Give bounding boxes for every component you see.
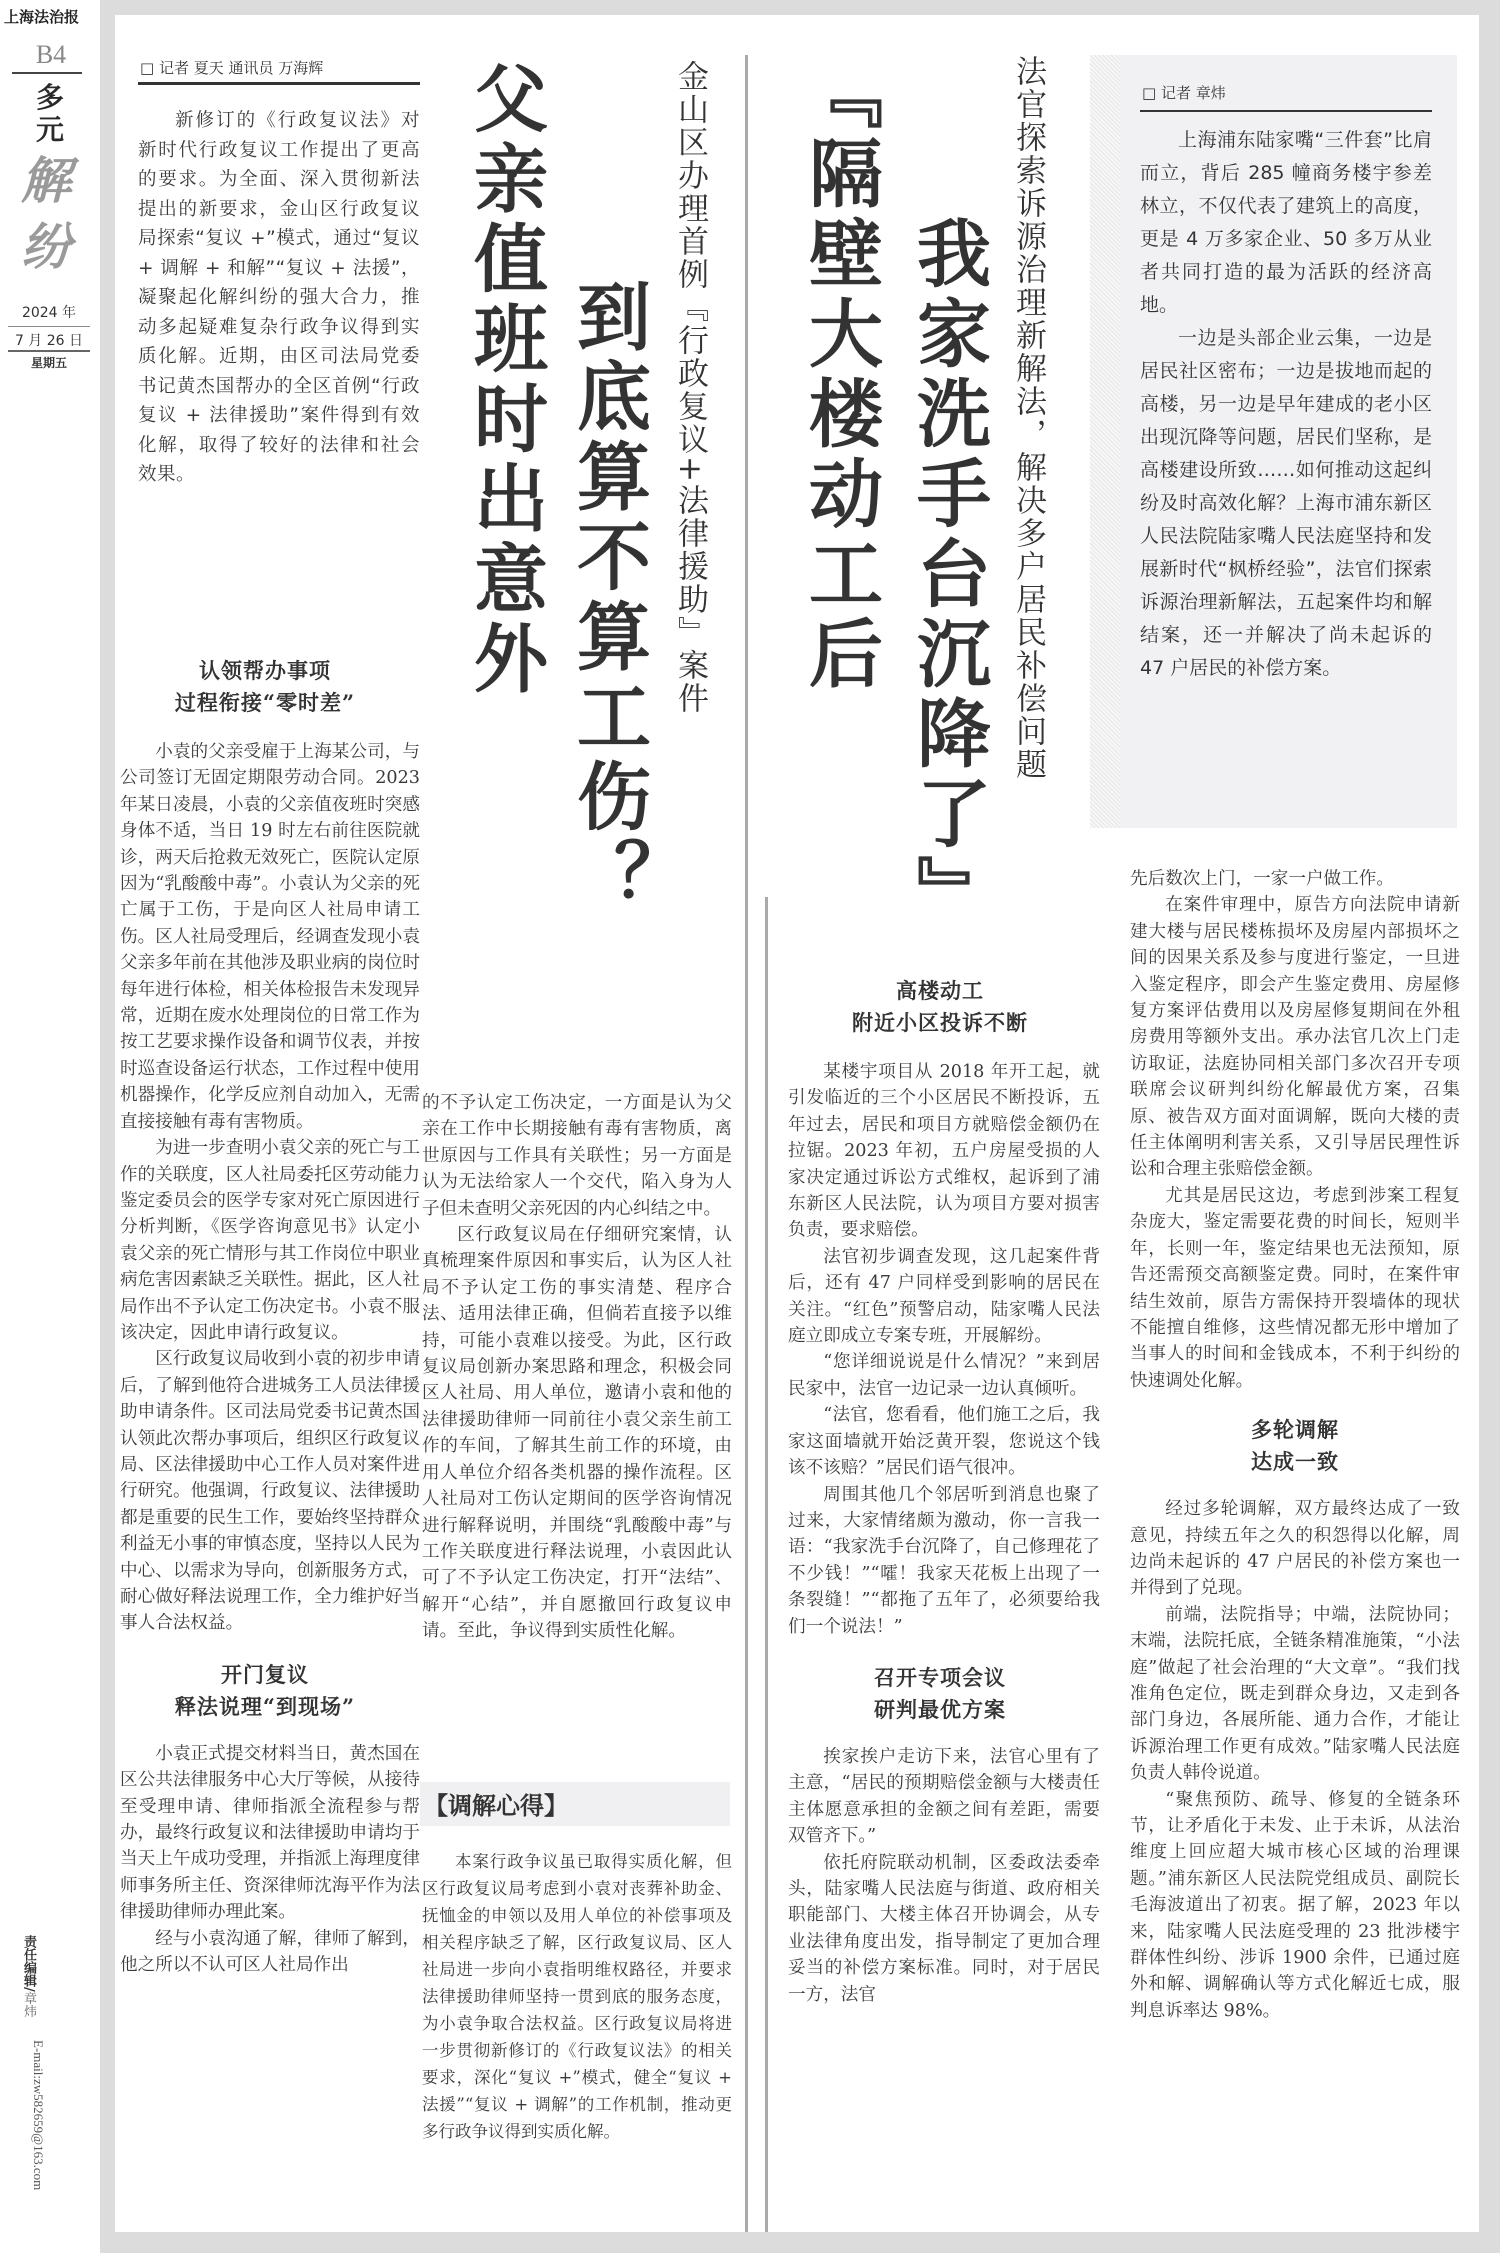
paragraph: 前端，法院指导；中端，法院协同；末端，法院托底，全链条精准施策，“小法庭”做起了社会治理的“大文章”。“我们找准角色定位，既走到群众身边，又走到各部门身边，各展所能、通力合作，才能让诉源治理工作更有成效。”陆家嘴人民法庭负责人韩伶说道。	[1130, 1604, 1460, 1784]
column-divider	[765, 897, 768, 2232]
article1-lead	[138, 106, 420, 490]
section-heading-line: 开门复议	[221, 1661, 309, 1687]
page-number: B4	[35, 40, 67, 69]
editor-label: 责任编辑/	[21, 1935, 36, 1992]
paragraph: 法官初步调查发现，这几起案件背后，还有 47 户同样受到影响的居民在关注。“红色”预警启动，陆家嘴人民法庭立即成立专案专班，开展解纷。	[788, 1246, 1100, 1347]
paragraph: “聚焦预防、疏导、修复的全链条环节，让矛盾化于未发、止于未诉，从法治维度上回应超大城市核心区域的治理课题。”浦东新区人民法院党组成员、副院长毛海波道出了初衷。据了解，2023 年以来，陆家嘴人民法庭受理的 23 批涉楼宇群体性纠纷、涉诉 1900 余件，已通过庭外和解、调解确认等方式化解近七成，服判息诉率达 98%。	[1130, 1789, 1460, 2021]
paragraph: 小袁正式提交材料当日，黄杰国在区公共法律服务中心大厅等候，从接待至受理申请、律师指派全流程参与帮办，最终行政复议和法律援助申请均于当天上午成功受理，并指派上海理度律师事务所主任、资深律师沈海平作为法律援助律师办理此案。	[120, 1743, 420, 1923]
date-rule	[8, 326, 90, 327]
paragraph: 小袁的父亲受雇于上海某公司，与公司签订无固定期限劳动合同。2023 年某日凌晨，小袁的父亲值夜班时突感身体不适，当日 19 时左右前往医院就诊，两天后抢救无效死亡，医院认定原因为“乳酸酸中毒”。小袁认为父亲的死亡属于工伤，于是向区人社局申请工伤。区人社局受理后，经调查发现小袁父亲多年前在其他涉及职业病的岗位时每年进行体检，相关体检报告未发现异常，近期在废水处理岗位的日常工作为按工艺要求操作设备和调节仪表，并按时巡查设备运行状态，工作过程中使用机器操作，化学反应剂自动加入，无需直接接触有毒有害物质。	[120, 742, 420, 1132]
summary-box-hatch	[1090, 55, 1120, 828]
paragraph: 先后数次上门，一家一户做工作。	[1130, 869, 1394, 889]
paragraph: “法官，您看看，他们施工之后，我家这面墙就开始泛黄开裂，您说这个钱该不该赔？”居民们语气很冲。	[788, 1405, 1100, 1479]
article1-byline: □ 记者 夏天 通讯员 万海辉	[140, 59, 324, 77]
page-frame-top	[100, 0, 1500, 15]
paragraph: 某楼宇项目从 2018 年开工起，就引发临近的三个小区居民不断投诉，五年过去，居民和项目方就赔偿金额仍在拉锯。2023 年初，五户房屋受损的人家决定通过诉讼方式维权，起诉到了浦东新区人民法院，认为项目方要对损害负责，要求赔偿。	[788, 1062, 1100, 1241]
section-heading	[780, 1662, 1100, 1726]
section-name-calligraphy: 解纷	[21, 151, 71, 276]
paragraph: 经与小袁沟通了解，律师了解到，他之所以不认可区人社局作出	[120, 1928, 420, 1976]
paragraph: 的不予认定工伤决定，一方面是认为父亲在工作中长期接触有毒有害物质，离世原因与工作具有关联性；另一方面是认为无法给家人一个交代，陷入身为人子但未查明父亲死因的内心纠结之中。	[422, 1093, 732, 1219]
article2-headline-second: 『隔壁大楼动工后	[797, 55, 883, 695]
section-heading-line: 高楼动工	[896, 978, 984, 1003]
section-heading-line: 附近小区投诉不断	[852, 1010, 1028, 1035]
section-heading-line: 研判最优方案	[874, 1696, 1006, 1722]
article1-continued	[422, 1090, 732, 1645]
article2-right-column	[1130, 866, 1460, 2024]
masthead-rule	[12, 72, 82, 74]
paragraph: 区行政复议局在仔细研究案情，认真梳理案件原因和事实后，认为区人社局不予认定工伤的事实清楚、程序合法、适用法律正确，但倘若直接予以维持，可能小袁难以接受。为此，区行政复议局创新办案思路和理念，积极会同区人社局、用人单位，邀请小袁和他的法律援助律师一同前往小袁父亲生前工作的车间，了解其生前工作的环境，由用人单位介绍各类机器的操作流程。区人社局对工伤认定期间的医学咨询情况进行解释说明，并围绕“乳酸酸中毒”与工作关联度进行释法说理，小袁因此认可了不予认定工伤决定，打开“法结”、解开“心结”，并自愿撤回行政复议申请。至此，争议得到实质性化解。	[422, 1225, 732, 1642]
paragraph: 依托府院联动机制，区委政法委牵头，陆家嘴人民法庭与街道、政府相关职能部门、大楼主体召开协调会，从专业法律角度出发，指导制定了更加合理妥当的补偿方案标准。同时，对于居民一方，法官	[788, 1852, 1100, 2005]
paragraph: 在案件审理中，原告方向法院申请新建大楼与居民楼栋损坏及房屋内部损坏之间的因果关系及参与度进行鉴定，一旦进入鉴定程序，即会产生鉴定费用、房屋修复方案评估费用以及房屋修复期间在外租房费用等额外支出。承办法官几次上门走访取证，法庭协同相关部门多次召开专项联席会议研判纠纷化解最优方案，召集原、被告双方面对面调解，既向大楼的责任主体阐明利害关系，又引导居民理性诉讼和合理主张赔偿金额。	[1130, 895, 1460, 1180]
section-name: 多元	[35, 81, 64, 146]
lead-paragraph: 新修订的《行政复议法》对新时代行政复议工作提出了更高的要求。为全面、深入贯彻新法提出的新要求，金山区行政复议局探索“复议 +”模式，通过“复议 + 调解 + 和解”“复议 + 法援”，凝聚起化解纠纷的强大合力，推动多起疑难复杂行政争议得到实质化解。近期，由区司法局党委书记黄杰国帮办的全区首例“行政复议 + 法律援助”案件得到有效化解，取得了较好的法律和社会效果。	[138, 110, 420, 485]
section-heading	[780, 975, 1100, 1039]
mediation-tips-body	[422, 1848, 732, 2145]
article1-headline-main: 到底算不算工伤？	[565, 278, 651, 918]
issue-year: 2024 年	[21, 305, 77, 321]
article1-kicker: 金山区办理首例『行政复议+法律援助』案件	[672, 60, 708, 715]
paragraph: 一边是头部企业云集，一边是居民社区密布；一边是拔地而起的高楼，另一边是早年建成的老小区出现沉降等问题，居民们坚称，是高楼建设所致……如何推动这起纠纷及时高效化解？上海市浦东新区人民法院陆家嘴人民法庭坚持和发展新时代“枫桥经验”，法官们探索诉源治理新解法，五起案件均和解结案，还一并解决了尚未起诉的 47 户居民的补偿方案。	[1140, 327, 1432, 679]
paragraph: 上海浦东陆家嘴“三件套”比肩而立，背后 285 幢商务楼宇参差林立，不仅代表了建筑上的高度，更是 4 万多家企业、50 多万从业者共同打造的最为活跃的经济高地。	[1140, 129, 1432, 316]
paragraph: 经过多轮调解，双方最终达成了一致意见，持续五年之久的积怨得以化解，周边尚未起诉的 47 户居民的补偿方案也一并得到了兑现。	[1130, 1499, 1460, 1599]
newspaper-logo: 上海法治报	[4, 8, 80, 26]
section-heading-line: 认领帮办事项	[199, 658, 331, 683]
byline-rule	[1140, 110, 1432, 112]
section-heading-line: 召开专项会议	[874, 1664, 1006, 1690]
article1-headline-second: 父亲值班时出意外	[462, 60, 548, 700]
issue-weekday: 星期五	[30, 356, 67, 370]
paragraph: “您详细说说是什么情况？”来到居民家中，法官一边记录一边认真倾听。	[788, 1352, 1100, 1399]
article2-kicker: 法官探索诉源治理新解法，解决多户居民补偿问题	[1010, 55, 1046, 781]
mediation-tips-title: 【调解心得】	[424, 1792, 568, 1820]
article2-headline-main: 我家洗手台沉降了』	[905, 215, 991, 935]
section-heading-line: 过程衔接“零时差”	[174, 690, 356, 715]
section-heading	[110, 655, 420, 719]
page-frame-bottom	[100, 2232, 1500, 2253]
paragraph: 为进一步查明小袁父亲的死亡与工作的关联度，区人社局委托区劳动能力鉴定委员会的医学专家对死亡原因进行分析判断，《医学咨询意见书》认定小袁父亲的死亡情形与其工作岗位中职业病危害因素缺乏关联性。据此，区人社局作出不予认定工伤决定书。小袁不服该决定，因此申请行政复议。	[120, 1138, 420, 1343]
paragraph: 区行政复议局收到小袁的初步申请后，了解到他符合进城务工人员法律援助申请条件。区司法局党委书记黄杰国认领此次帮办事项后，组织区行政复议局、区法律援助中心工作人员对案件进行研究。他强调，行政复议、法律援助都是重要的民生工作，要始终坚持群众利益无小事的审慎态度，坚持以人民为中心、以需求为导向，创新服务方式，耐心做好释法说理工作，全力维护好当事人合法权益。	[120, 1349, 420, 1634]
paragraph: 挨家挨户走访下来，法官心里有了主意，“居民的预期赔偿金额与大楼责任主体愿意承担的金额之间有差距，需要双管齐下。”	[788, 1746, 1100, 1847]
editor-name: 章炜	[21, 1991, 36, 2018]
issue-date: 7 月 26 日	[14, 333, 84, 349]
section-heading-line: 达成一致	[1251, 1449, 1339, 1475]
section-heading	[110, 1659, 420, 1723]
section-heading-line: 释法说理“到现场”	[174, 1693, 356, 1719]
article2-byline: □ 记者 章炜	[1142, 84, 1226, 102]
byline-rule	[138, 82, 420, 85]
section-heading	[1130, 1414, 1460, 1478]
column-divider	[745, 55, 748, 2232]
paragraph: 本案行政争议虽已取得实质化解，但区行政复议局考虑到小袁对丧葬补助金、抚恤金的申领以及用人单位的补偿事项及相关程序缺乏了解，区行政复议局、区人社局进一步向小袁指明维权路径，并要求法律援助律师坚持一贯到底的服务态度，为小袁争取合法权益。区行政复议局将进一步贯彻新修订的《行政复议法》的相关要求，深化“复议 +”模式，健全“复议 + 法援”“复议 + 调解”的工作机制，推动更多行政争议得到实质化解。	[422, 1852, 732, 2141]
article2-section1	[780, 975, 1100, 2008]
editor-email[interactable]: E-mail:zw582659@163.com	[31, 2040, 46, 2191]
paragraph: 周围其他几个邻居听到消息也聚了过来，大家情绪颇为激动，你一言我一语：“我家洗手台沉降了，自己修理花了不少钱！”“嚯！我家天花板上出现了一条裂缝！”“都拖了五年了，必须要给我们一个说法！”	[788, 1484, 1100, 1637]
page-frame-right	[1479, 0, 1500, 2253]
responsible-editor	[6, 1935, 36, 2018]
article1-section1	[110, 655, 420, 1978]
paragraph: 尤其是居民这边，考虑到涉案工程复杂庞大，鉴定需要花费的时间长，短则半年，长则一年，鉴定结果也无法预知，原告还需预交高额鉴定费。同时，在案件审结生效前，原告方需保持开裂墙体的现状不能擅自维修，这些情况都无形中增加了当事人的时间和金钱成本，不利于纠纷的快速调处化解。	[1130, 1185, 1460, 1391]
section-heading-line: 多轮调解	[1251, 1417, 1339, 1443]
date-rule	[8, 350, 90, 352]
summary-box-text	[1140, 124, 1432, 685]
